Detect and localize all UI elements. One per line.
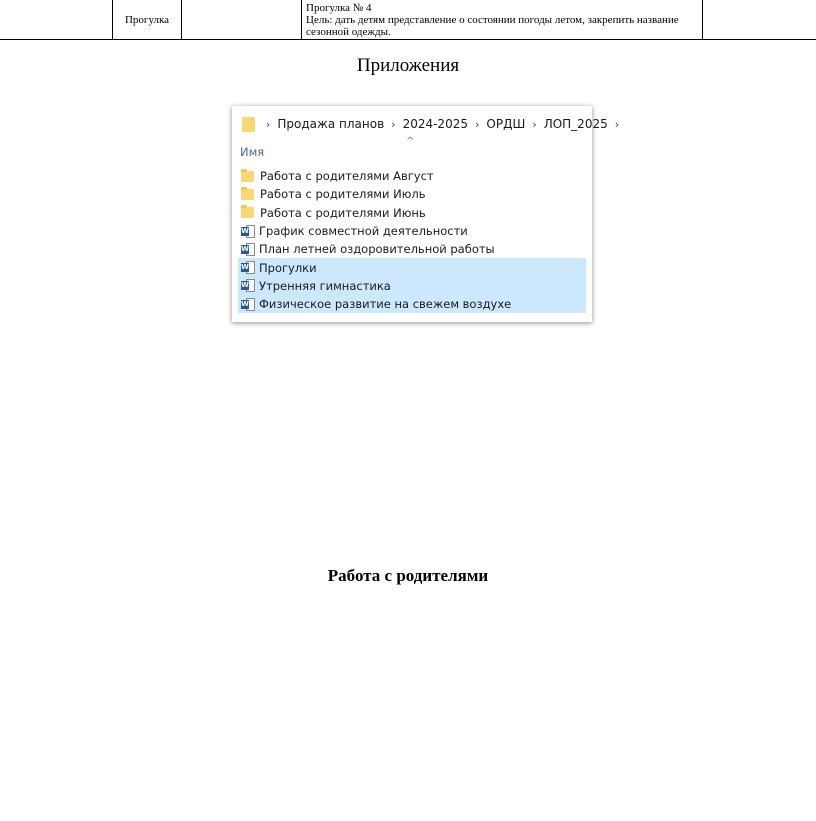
file-name: План летней оздоровительной работы <box>259 242 495 257</box>
word-doc-icon: W <box>241 298 256 311</box>
word-doc-icon: W <box>241 243 256 256</box>
walk-goal: Цель: дать детям представление о состоянии погоды летом, закрепить название сезонной одежды. <box>306 14 679 38</box>
word-doc-icon: W <box>241 279 256 292</box>
list-item[interactable] <box>238 258 586 276</box>
breadcrumb-separator: › <box>532 117 537 131</box>
parents-section-heading: Работа с родителями <box>327 566 489 585</box>
walk-title: Прогулка № 4 <box>306 2 372 14</box>
table-cell-activity <box>112 0 182 39</box>
list-item[interactable] <box>238 277 586 295</box>
folder-icon <box>241 189 254 200</box>
word-doc-icon: W <box>241 261 256 274</box>
column-header-name[interactable]: Имя <box>240 145 265 159</box>
list-item[interactable] <box>238 167 586 185</box>
table-border <box>0 39 816 40</box>
folder-icon <box>241 171 254 182</box>
file-list <box>238 167 586 313</box>
file-name: Утренняя гимнастика <box>259 278 391 293</box>
file-name: Работа с родителями Июнь <box>260 205 426 220</box>
file-name: Работа с родителями Август <box>260 169 434 184</box>
list-item[interactable] <box>238 240 586 258</box>
list-item[interactable] <box>238 204 586 222</box>
file-name: Физическое развитие на свежем воздухе <box>259 297 512 312</box>
file-name: График совместной деятельности <box>259 224 468 239</box>
plan-table <box>0 0 816 40</box>
word-doc-icon: W <box>241 225 256 238</box>
list-item[interactable] <box>238 295 586 313</box>
breadcrumb-item[interactable]: Продажа планов <box>277 117 385 131</box>
breadcrumb-separator: › <box>391 117 396 131</box>
breadcrumb-separator: › <box>614 117 620 131</box>
breadcrumb-item[interactable]: 2024-2025 <box>402 117 468 131</box>
file-name: Прогулки <box>259 260 317 275</box>
table-cell-description <box>301 0 703 39</box>
breadcrumb <box>242 115 626 133</box>
breadcrumb-separator: › <box>266 117 271 131</box>
appendix-heading: Приложения <box>356 55 460 76</box>
folder-icon <box>241 207 254 218</box>
list-item[interactable] <box>238 185 586 203</box>
breadcrumb-separator: › <box>474 117 480 131</box>
folder-icon <box>242 117 255 132</box>
file-explorer-screenshot <box>232 106 620 322</box>
breadcrumb-item[interactable]: ЛОП_2025 <box>543 117 608 131</box>
sort-caret-icon: ^ <box>406 136 415 147</box>
file-name: Работа с родителями Июль <box>260 187 426 202</box>
breadcrumb-item[interactable]: ОРДШ <box>486 117 526 131</box>
activity-label: Прогулка <box>124 14 170 26</box>
list-item[interactable] <box>238 222 586 240</box>
